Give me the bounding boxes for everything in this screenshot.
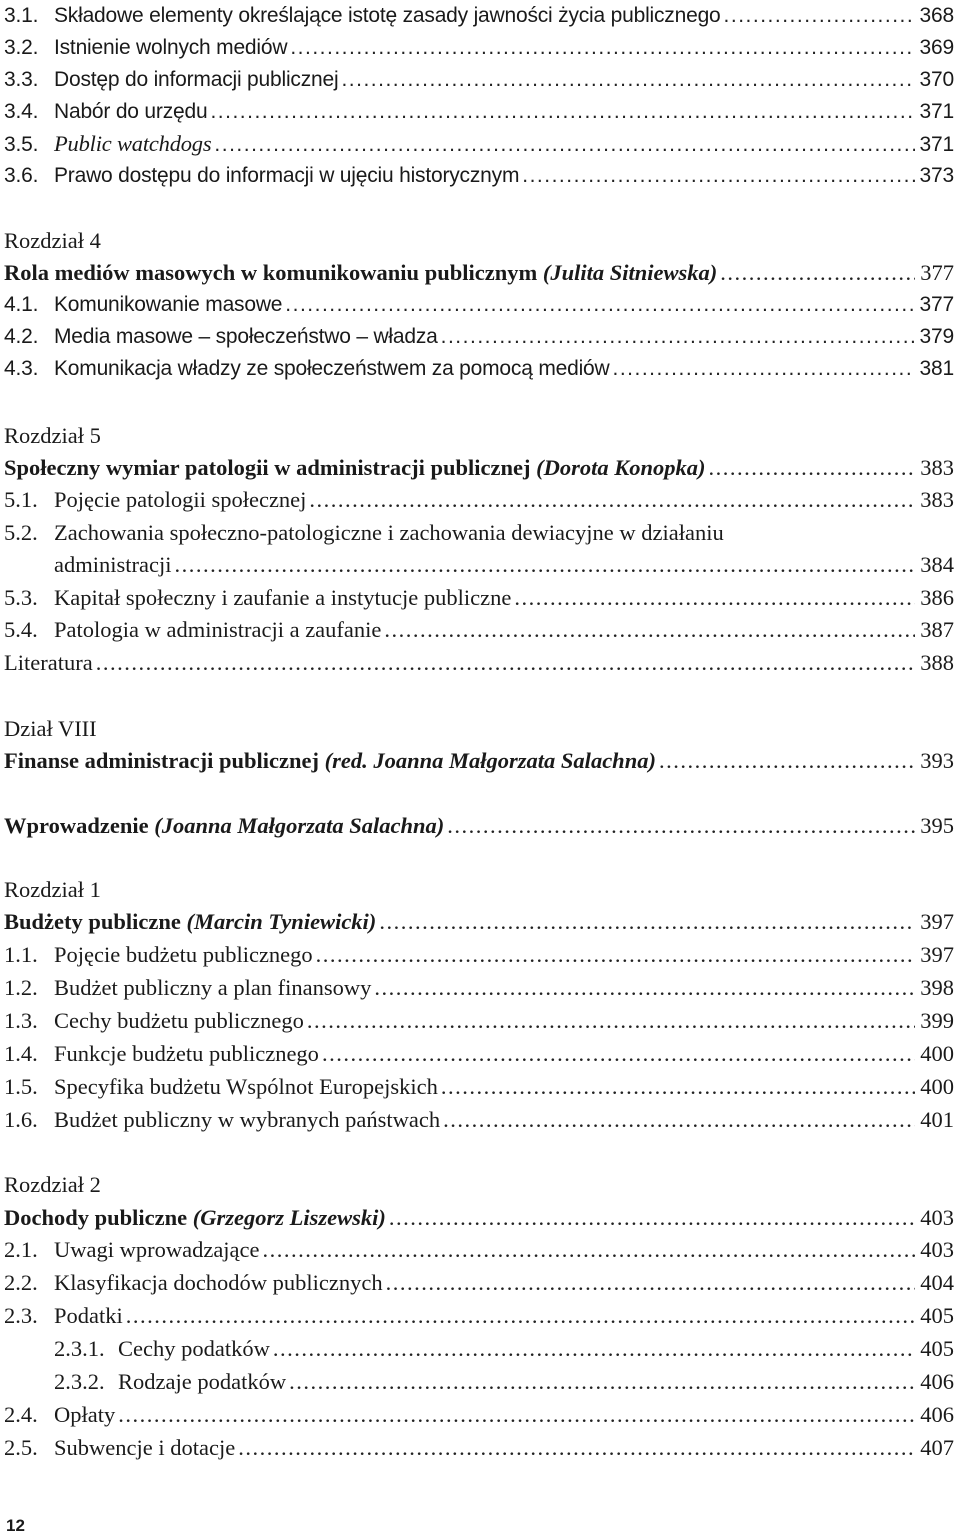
- entry-page: 407: [920, 1435, 954, 1460]
- toc-subentry[interactable]: [4, 1366, 954, 1398]
- chapter-heading: Rozdział 5: [4, 423, 101, 448]
- entry-label: Public watchdogs: [54, 131, 212, 156]
- entry-page: 369: [919, 36, 954, 59]
- entry-page: 405: [920, 1336, 954, 1361]
- leader-dots: [290, 32, 915, 64]
- toc-entry[interactable]: [4, 160, 954, 192]
- leader-dots: [126, 1300, 915, 1332]
- entry-page: 379: [919, 325, 954, 348]
- entry-number: 1.2.: [4, 975, 38, 1000]
- toc-entry[interactable]: [4, 289, 954, 321]
- leader-dots: [285, 289, 915, 321]
- section-heading: Dział VIII: [4, 716, 97, 741]
- toc-entry-continuation[interactable]: [4, 549, 954, 581]
- chapter-title-entry[interactable]: [4, 1202, 954, 1234]
- entry-page: 400: [920, 1041, 954, 1066]
- leader-dots: [389, 1202, 915, 1234]
- chapter-title-entry[interactable]: [4, 257, 954, 289]
- entry-number: 5.3.: [4, 585, 38, 610]
- entry-number: 2.4.: [4, 1402, 38, 1427]
- leader-dots: [720, 257, 915, 289]
- entry-label: Rodzaje podatków: [118, 1369, 287, 1394]
- entry-page: 404: [920, 1270, 954, 1295]
- entry-label: Kapitał społeczny i zaufanie a instytucje publiczne: [54, 585, 512, 610]
- toc-entry[interactable]: [4, 1399, 954, 1431]
- toc-entry-literature[interactable]: [4, 647, 954, 679]
- toc-entry[interactable]: [4, 972, 954, 1004]
- entry-label: Pojęcie budżetu publicznego: [54, 942, 313, 967]
- entry-page: 399: [920, 1008, 954, 1033]
- chapter-title-entry[interactable]: [4, 906, 954, 938]
- leader-dots: [96, 647, 915, 679]
- entry-page: 403: [920, 1205, 954, 1230]
- toc-entry[interactable]: [4, 64, 954, 96]
- entry-number: 5.4.: [4, 617, 38, 642]
- entry-page: 397: [920, 942, 954, 967]
- entry-number: 2.2.: [4, 1270, 38, 1295]
- entry-number: 5.1.: [4, 487, 38, 512]
- leader-dots: [309, 484, 915, 516]
- entry-page: 377: [919, 293, 954, 316]
- entry-number: 2.3.: [4, 1303, 38, 1328]
- entry-label: Funkcje budżetu publicznego: [54, 1041, 319, 1066]
- entry-page: 401: [920, 1107, 954, 1132]
- leader-dots: [174, 549, 915, 581]
- entry-page: 405: [920, 1303, 954, 1328]
- entry-page: 384: [920, 552, 954, 577]
- leader-dots: [441, 321, 915, 353]
- page-number: 12: [6, 1516, 25, 1535]
- toc-entry[interactable]: [4, 128, 954, 161]
- toc-entry[interactable]: [4, 1432, 954, 1464]
- leader-dots: [374, 972, 915, 1004]
- entry-label: Istnienie wolnych mediów: [54, 36, 288, 59]
- entry-page: 398: [920, 975, 954, 1000]
- section-title-entry[interactable]: [4, 745, 954, 777]
- section-title: Finanse administracji publicznej (red. Joanna Małgorzata Salachna): [4, 748, 656, 773]
- entry-number: 3.1.: [4, 4, 39, 27]
- leader-dots: [514, 582, 915, 614]
- entry-label: Uwagi wprowadzające: [54, 1237, 260, 1262]
- entry-page: 403: [920, 1237, 954, 1262]
- toc-entry[interactable]: [4, 96, 954, 128]
- entry-label: Zachowania społeczno-patologiczne i zachowania dewiacyjne w działaniu: [54, 520, 724, 545]
- entry-number: 3.4.: [4, 100, 39, 123]
- chapter-heading: Rozdział 2: [4, 1172, 101, 1197]
- entry-number: 1.4.: [4, 1041, 38, 1066]
- entry-page: 406: [920, 1369, 954, 1394]
- entry-number: 1.1.: [4, 942, 38, 967]
- chapter-title: Rola mediów masowych w komunikowaniu publicznym (Julita Sitniewska): [4, 260, 718, 285]
- entry-page: 388: [920, 650, 954, 675]
- entry-label: Opłaty: [54, 1402, 116, 1427]
- entry-page: 377: [920, 260, 954, 285]
- chapter-title: Budżety publiczne (Marcin Tyniewicki): [4, 909, 377, 934]
- leader-dots: [289, 1366, 915, 1398]
- leader-dots: [322, 1038, 915, 1070]
- toc-entry[interactable]: [4, 1104, 954, 1136]
- entry-page: 370: [919, 68, 954, 91]
- leader-dots: [443, 1104, 915, 1136]
- toc-entry[interactable]: [4, 939, 954, 971]
- entry-number: 2.3.2.: [54, 1369, 105, 1394]
- leader-dots: [724, 0, 915, 32]
- entry-label: Subwencje i dotacje: [54, 1435, 236, 1460]
- entry-label: Pojęcie patologii społecznej: [54, 487, 307, 512]
- entry-page: 368: [919, 4, 954, 27]
- entry-page: 397: [920, 909, 954, 934]
- toc-entry[interactable]: [4, 1267, 954, 1299]
- entry-number: 2.5.: [4, 1435, 38, 1460]
- toc-entry[interactable]: [4, 1300, 954, 1332]
- entry-page: 393: [920, 748, 954, 773]
- entry-number: 3.2.: [4, 36, 39, 59]
- toc-entry[interactable]: [4, 321, 954, 353]
- leader-dots: [341, 64, 915, 96]
- toc-entry[interactable]: [4, 1071, 954, 1103]
- entry-number: 5.2.: [4, 520, 38, 545]
- chapter-heading: Rozdział 4: [4, 228, 101, 253]
- entry-page: 395: [920, 813, 954, 838]
- entry-number: 1.5.: [4, 1074, 38, 1099]
- entry-label: Komunikacja władzy ze społeczeństwem za pomocą mediów: [54, 357, 610, 380]
- leader-dots: [379, 906, 915, 938]
- entry-number: 4.1.: [4, 293, 39, 316]
- entry-number: 2.3.1.: [54, 1336, 105, 1361]
- entry-page: 373: [919, 164, 954, 187]
- entry-label: Dostęp do informacji publicznej: [54, 68, 339, 91]
- entry-page: 400: [920, 1074, 954, 1099]
- leader-dots: [307, 1005, 915, 1037]
- entry-page: 406: [920, 1402, 954, 1427]
- leader-dots: [273, 1333, 915, 1365]
- leader-dots: [441, 1071, 915, 1103]
- leader-dots: [210, 96, 915, 128]
- chapter-title: Społeczny wymiar patologii w administracji publicznej (Dorota Konopka): [4, 455, 706, 480]
- toc-entry[interactable]: [4, 1038, 954, 1070]
- entry-number: 1.6.: [4, 1107, 38, 1132]
- entry-number: 4.2.: [4, 325, 39, 348]
- entry-number: 3.5.: [4, 133, 39, 156]
- leader-dots: [613, 353, 916, 385]
- toc-entry[interactable]: [4, 32, 954, 64]
- toc-entry[interactable]: [4, 1234, 954, 1266]
- entry-label: Cechy podatków: [118, 1336, 270, 1361]
- entry-page: 387: [920, 617, 954, 642]
- leader-dots: [316, 939, 915, 971]
- entry-page: 371: [919, 100, 954, 123]
- leader-dots: [263, 1234, 915, 1266]
- toc-subentry[interactable]: [4, 1333, 954, 1365]
- entry-label: Cechy budżetu publicznego: [54, 1008, 304, 1033]
- entry-number: 4.3.: [4, 357, 39, 380]
- entry-label: administracji: [54, 552, 172, 577]
- entry-page: 383: [920, 455, 954, 480]
- intro-title: Wprowadzenie (Joanna Małgorzata Salachna): [4, 813, 445, 838]
- leader-dots: [238, 1432, 915, 1464]
- entry-label: Budżet publiczny a plan finansowy: [54, 975, 372, 1000]
- entry-number: 2.1.: [4, 1237, 38, 1262]
- leader-dots: [708, 452, 915, 484]
- entry-page: 383: [920, 487, 954, 512]
- entry-number: 3.6.: [4, 164, 39, 187]
- leader-dots: [118, 1399, 915, 1431]
- leader-dots: [659, 745, 915, 777]
- chapter-title: Dochody publiczne (Grzegorz Liszewski): [4, 1205, 386, 1230]
- entry-label: Składowe elementy określające istotę zasady jawności życia publicznego: [54, 4, 721, 27]
- entry-label: Patologia w administracji a zaufanie: [54, 617, 382, 642]
- toc-entry[interactable]: [4, 0, 954, 32]
- chapter-title-entry[interactable]: [4, 452, 954, 484]
- toc-entry[interactable]: [4, 582, 954, 614]
- toc-entry[interactable]: [4, 353, 954, 385]
- chapter-heading: Rozdział 1: [4, 877, 101, 902]
- toc-entry[interactable]: [4, 614, 954, 646]
- entry-label: Media masowe – społeczeństwo – władza: [54, 325, 438, 348]
- leader-dots: [447, 810, 915, 842]
- entry-label: Nabór do urzędu: [54, 100, 208, 123]
- leader-dots: [522, 160, 915, 192]
- entry-number: 3.3.: [4, 68, 39, 91]
- toc-entry[interactable]: [4, 517, 954, 549]
- leader-dots: [384, 614, 915, 646]
- entry-label: Prawo dostępu do informacji w ujęciu historycznym: [54, 164, 520, 187]
- entry-label: Literatura: [4, 650, 93, 675]
- entry-label: Klasyfikacja dochodów publicznych: [54, 1270, 383, 1295]
- entry-number: 1.3.: [4, 1008, 38, 1033]
- entry-page: 371: [919, 133, 954, 156]
- leader-dots: [386, 1267, 915, 1299]
- entry-label: Specyfika budżetu Wspólnot Europejskich: [54, 1074, 438, 1099]
- entry-label: Budżet publiczny w wybranych państwach: [54, 1107, 441, 1132]
- entry-page: 386: [920, 585, 954, 610]
- entry-page: 381: [919, 357, 954, 380]
- entry-label: Komunikowanie masowe: [54, 293, 283, 316]
- toc-entry[interactable]: [4, 484, 954, 516]
- entry-label: Podatki: [54, 1303, 123, 1328]
- toc-entry[interactable]: [4, 1005, 954, 1037]
- leader-dots: [214, 129, 915, 161]
- intro-entry[interactable]: [4, 810, 954, 842]
